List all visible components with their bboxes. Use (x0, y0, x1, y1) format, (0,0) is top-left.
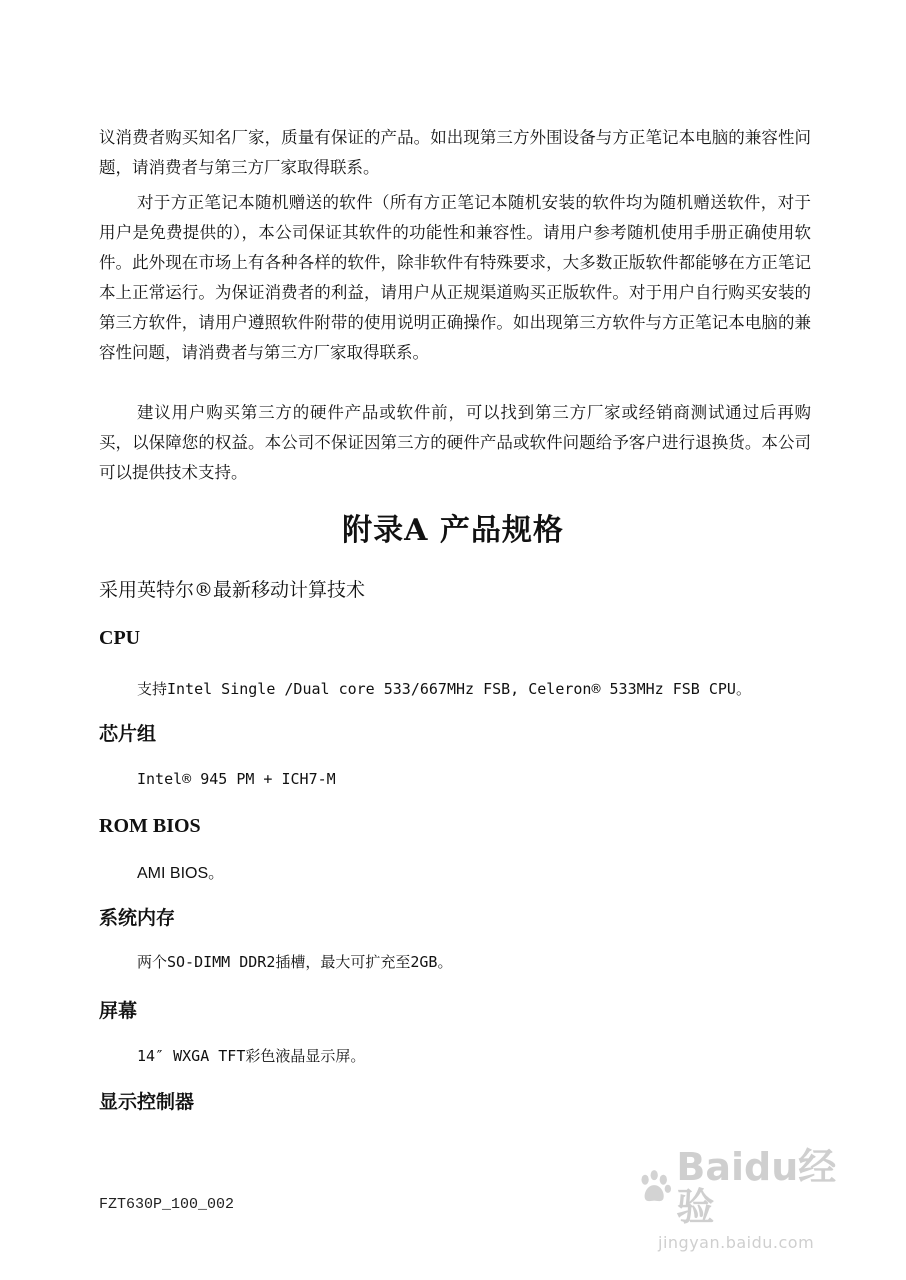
rom-bios-spec: AMI BIOS。 (137, 865, 225, 882)
watermark-url: jingyan.baidu.com (658, 1233, 815, 1252)
chipset-heading: 芯片组 (99, 723, 157, 745)
document-code: FZT630P_100_002 (99, 1196, 235, 1213)
paragraph-third-party-hardware: 议消费者购买知名厂家，质量有保证的产品。如出现第三方外围设备与方正笔记本电脑的兼容性问题，请消费者与第三方厂家取得联系。 (99, 128, 811, 177)
paragraph-purchase-advice: 建议用户购买第三方的硬件产品或软件前，可以找到第三方厂家或经销商测试通过后再购买，以保障您的权益。本公司不保证因第三方的硬件产品或软件问题给予客户进行退换货。本公司可以提供技术支持。 (99, 403, 811, 482)
paw-icon (636, 1168, 672, 1206)
memory-heading: 系统内存 (99, 907, 176, 929)
display-controller-heading: 显示控制器 (99, 1091, 195, 1113)
rom-bios-heading: ROM BIOS (99, 815, 201, 837)
cpu-heading: CPU (99, 627, 141, 649)
appendix-title: 附录A 产品规格 (342, 513, 564, 548)
screen-heading: 屏幕 (99, 1000, 138, 1022)
baidu-jingyan-watermark (636, 1145, 866, 1252)
watermark-brand: Baidu经验 (676, 1145, 837, 1229)
screen-spec: 14″ WXGA TFT彩色液晶显示屏。 (137, 1047, 366, 1065)
chipset-spec: Intel® 945 PM + ICH7-M (137, 770, 336, 788)
paragraph-bundled-software: 对于方正笔记本随机赠送的软件（所有方正笔记本随机安装的软件均为随机赠送软件，对于用户是免费提供的），本公司保证其软件的功能性和兼容性。请用户参考随机使用手册正确使用软件。此外现在市场上有各种各样的软件，除非软件有特殊要求，大多数正版软件都能够在方正笔记本上正常运行。为保证消费者的利益，请用户从正规渠道购买正版软件。对于用户自行购买安装的第三方软件，请用户遵照软件附带的使用说明正确操作。如出现第三方软件与方正笔记本电脑的兼容性问题，请消费者与第三方厂家取得联系。 (99, 193, 811, 362)
cpu-spec: 支持Intel Single /Dual core 533/667MHz FSB, Celeron® 533MHz FSB CPU。 (137, 680, 751, 698)
appendix-intro: 采用英特尔®最新移动计算技术 (99, 579, 366, 601)
memory-spec: 两个SO-DIMM DDR2插槽，最大可扩充至2GB。 (137, 953, 453, 971)
